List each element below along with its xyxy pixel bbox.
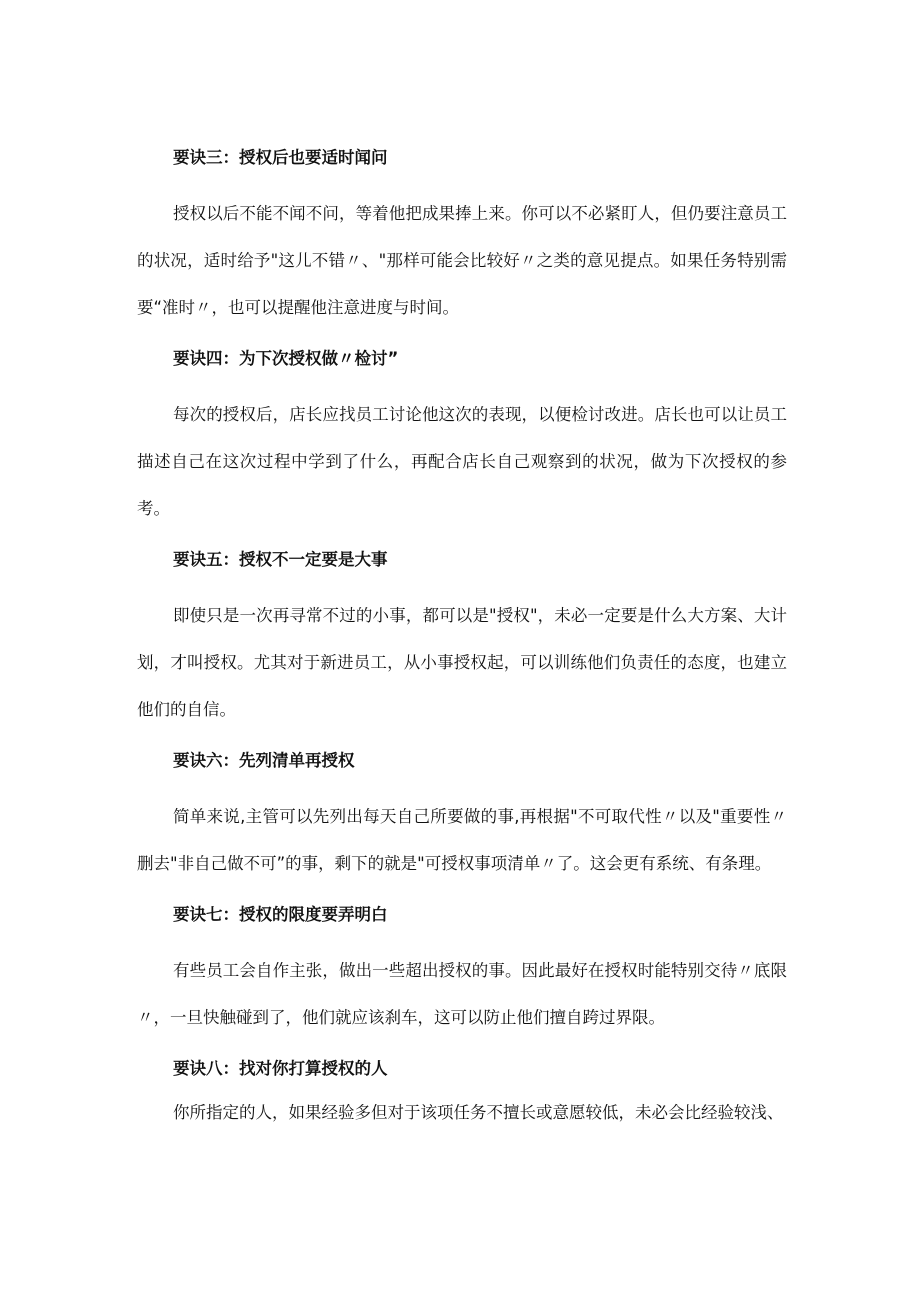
section-tip-6 [137, 745, 787, 899]
section-tip-4 [137, 343, 787, 544]
section-heading: 要诀四：为下次授权做〃检讨” [173, 349, 399, 368]
section-heading: 要诀六：先列清单再授权 [173, 751, 355, 770]
section-tip-8 [137, 1053, 787, 1136]
document-body [137, 142, 787, 1136]
section-tip-3 [137, 142, 787, 343]
section-paragraph: 即使只是一次再寻常不过的小事，都可以是"授权"，未必一定要是什么大方案、大计划，才叫授权。尤其对于新进员工，从小事授权起，可以训练他们负责任的态度，也建立他们的自信。 [137, 606, 787, 719]
section-paragraph: 你所指定的人，如果经验多但对于该项任务不擅长或意愿较低，未必会比经验较浅、 [173, 1103, 784, 1122]
section-tip-5 [137, 544, 787, 745]
section-paragraph: 有些员工会自作主张，做出一些超出授权的事。因此最好在授权时能特别交待〃底限〃，一旦快触碰到了，他们就应该刹车，这可以防止他们擅自跨过界限。 [137, 961, 787, 1027]
section-paragraph: 每次的授权后，店长应找员工讨论他这次的表现，以便检讨改进。店长也可以让员工描述自己在这次过程中学到了什么，再配合店长自己观察到的状况，做为下次授权的参考。 [137, 405, 787, 518]
section-heading: 要诀三：授权后也要适时闻问 [173, 148, 388, 167]
section-paragraph: 简单来说,主管可以先列出每天自己所要做的事,再根据"不可取代性〃以及"重要性〃删去"非自己做不可”的事，剩下的就是"可授权事项清单〃了。这会更有系统、有条理。 [137, 807, 787, 873]
section-paragraph: 授权以后不能不闻不问，等着他把成果捧上来。你可以不必紧盯人，但仍要注意员工的状况，适时给予"这儿不错〃、"那样可能会比较好〃之类的意见提点。如果任务特别需要“准时〃，也可以提醒他注意进度与时间。 [137, 204, 787, 317]
section-heading: 要诀八：找对你打算授权的人 [173, 1059, 388, 1078]
section-heading: 要诀五：授权不一定要是大事 [173, 550, 388, 569]
section-heading: 要诀七：授权的限度要弄明白 [173, 905, 388, 924]
section-tip-7 [137, 899, 787, 1053]
